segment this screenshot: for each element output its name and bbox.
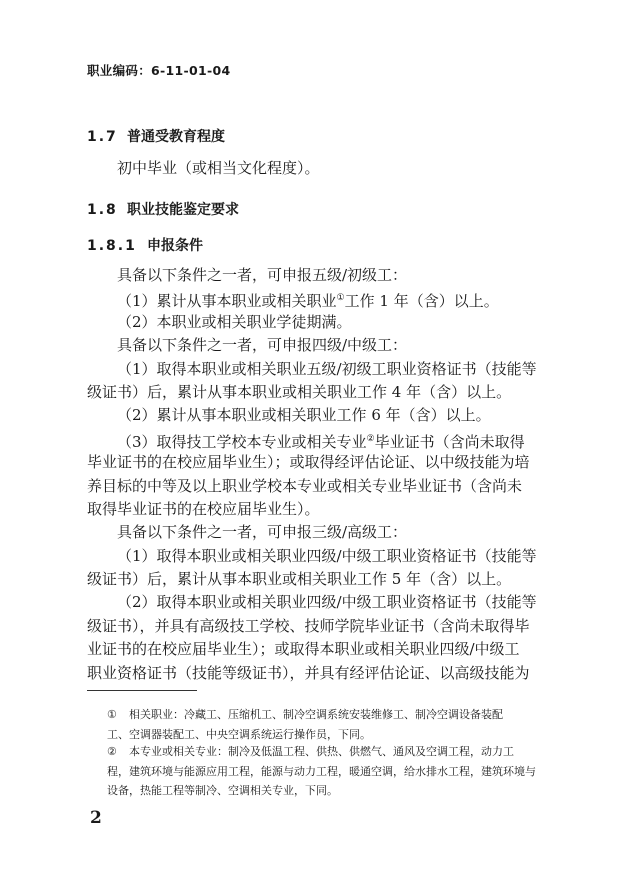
body-line: （1）取得本职业或相关职业四级/中级工职业资格证书（技能等 [117, 546, 537, 565]
body-line: 具备以下条件之一者，可申报四级/中级工： [117, 336, 408, 355]
footnote-text: 相关职业：冷藏工、压缩机工、制冷空调系统安装维修工、制冷空调设备装配 [129, 708, 503, 721]
section-title: 职业技能鉴定要求 [127, 202, 239, 218]
application-conditions-body [87, 264, 547, 685]
body-line: 级证书）后，累计从事本职业或相关职业工作 4 年（含）以上。 [87, 382, 512, 401]
footnote-text: 工、空调器装配工、中央空调系统运行操作员，下同。 [107, 727, 371, 741]
body-line: （1）取得本职业或相关职业五级/初级工职业资格证书（技能等 [117, 359, 537, 378]
section-number: 1.8 [87, 202, 118, 218]
section-heading-1-8 [87, 199, 239, 219]
page-number: 2 [90, 808, 102, 828]
body-line: （2）累计从事本职业或相关职业工作 6 年（含）以上。 [117, 406, 491, 425]
footnote-2 [87, 742, 557, 801]
body-line: （1）累计从事本职业或相关职业①工作 1 年（含）以上。 [117, 292, 499, 311]
body-line: 取得毕业证书的在校应届毕业生）。 [87, 499, 320, 518]
body-line: 具备以下条件之一者，可申报五级/初级工： [117, 266, 408, 284]
section-title: 申报条件 [147, 238, 203, 254]
body-line: 级证书）后，累计从事本职业或相关职业工作 5 年（含）以上。 [87, 570, 512, 589]
body-line: 具备以下条件之一者，可申报三级/高级工： [117, 523, 408, 542]
footnote-divider [87, 690, 197, 691]
body-line: 毕业证书的在校应届毕业生）；或取得经评估论证、以中级技能为培 [87, 453, 530, 472]
section-heading-1-8-1 [87, 235, 203, 255]
body-line: 级证书），并具有高级技工学校、技师学院毕业证书（含尚未取得毕 [87, 616, 530, 635]
footnote-ref: ② [366, 433, 375, 444]
section-1-7-body [87, 157, 547, 180]
body-line: （2）取得本职业或相关职业四级/中级工职业资格证书（技能等 [117, 593, 537, 612]
footnote-text: 本专业或相关专业：制冷及低温工程、供热、供燃气、通风及空调工程，动力工 [129, 745, 514, 758]
section-number: 1.8.1 [87, 238, 137, 254]
footnote-ref: ① [336, 293, 345, 304]
footnote-1 [87, 705, 557, 744]
body-line: 养目标的中等及以上职业学校本专业或相关专业毕业证书（含尚未 [87, 476, 523, 495]
paragraph: 初中毕业（或相当文化程度）。 [117, 159, 320, 177]
body-line: （2）本职业或相关职业学徒期满。 [117, 312, 352, 331]
footnote-text: 程，建筑环境与能源应用工程，能源与动力工程，暖通空调，给水排水工程，建筑环境与 [107, 764, 536, 778]
section-number: 1.7 [87, 129, 118, 145]
body-line: 业证书的在校应届毕业生）；或取得本职业或相关职业四级/中级工 [87, 640, 520, 659]
footnote-text: 设备，热能工程等制冷、空调相关专业，下同。 [107, 784, 338, 797]
section-title: 普通受教育程度 [127, 129, 225, 145]
footnote-mark: ① [107, 708, 117, 721]
occupation-code: 职业编码：6-11-01-04 [87, 63, 231, 78]
section-heading-1-7 [87, 126, 225, 146]
body-line: 职业资格证书（技能等级证书），并具有经评估论证、以高级技能为 [87, 663, 530, 682]
body-line: （3）取得技工学校本专业或相关专业②毕业证书（含尚未取得 [117, 432, 525, 451]
footnote-mark: ② [107, 745, 117, 758]
